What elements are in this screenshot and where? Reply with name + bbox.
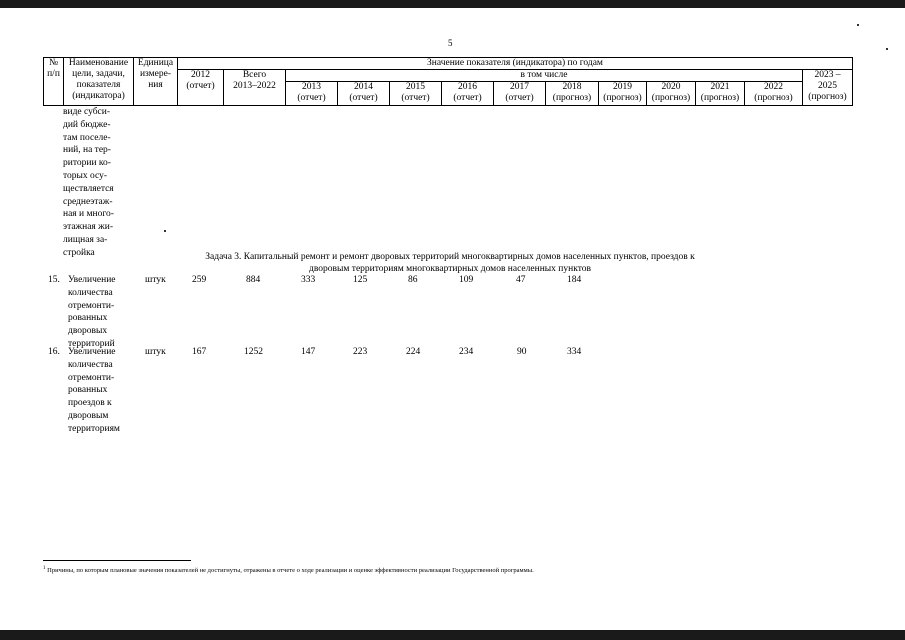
page-number: 5	[448, 38, 453, 48]
value-2017: 47	[516, 275, 526, 285]
top-border	[0, 0, 905, 8]
header-year: 2014 (отчет)	[338, 82, 390, 106]
header-year: 2020 (прогноз)	[647, 82, 696, 106]
row-name: Увеличение количества отремонти- рованных дворовых территорий	[68, 275, 116, 349]
header-year: 2016 (отчет)	[442, 82, 494, 106]
header-values-title: Значение показателя (индикатора) по годам	[178, 58, 853, 70]
value-2018: 184	[567, 275, 582, 285]
value-2015: 86	[408, 275, 418, 285]
row-unit: штук	[145, 347, 166, 357]
header-year: 2022 (прогноз)	[745, 82, 803, 106]
row-number: 16.	[48, 347, 60, 357]
continued-name-cell: виде субси- дий бюдже- там поселе- ний, на тер- ритории ко- торых осу- ществляется среднеэтаж- ная и много- этажная жи- лищная за- стройка	[63, 107, 114, 258]
header-year: 2015 (отчет)	[390, 82, 442, 106]
scan-speck	[857, 24, 859, 26]
value-2016: 234	[459, 347, 474, 357]
task-title: Задача 3. Капитальный ремонт и ремонт дворовых территорий многоквартирных домов населенных пунктов, проездов к дворовым территориям многоквартирных домов населенных пунктов	[205, 252, 695, 274]
value-2015: 224	[406, 347, 421, 357]
value-2014: 223	[353, 347, 368, 357]
scan-speck	[886, 48, 888, 50]
row-number: 15.	[48, 275, 60, 285]
header-year: 2018 (прогноз)	[546, 82, 599, 106]
header-name: Наименование цели, задачи, показателя (индикатора)	[64, 58, 134, 106]
header-2012: 2012 (отчет)	[178, 70, 224, 106]
header-incl: в том числе	[286, 70, 803, 82]
header-total: Всего 2013–2022	[224, 70, 286, 106]
header-table	[43, 57, 853, 106]
value-2014: 125	[353, 275, 368, 285]
footnote: $^1$ Причины, по которым плановые значения показателей не достигнуты, отражены в отчете о ходе реализации и оценке эффективности реализации Государственной программы.	[43, 566, 534, 575]
value-2017: 90	[517, 347, 527, 357]
header-year: 2017 (отчет)	[494, 82, 546, 106]
row-unit: штук	[145, 275, 166, 285]
scan-speck	[164, 230, 166, 232]
header-2023: 2023 – 2025 (прогноз)	[803, 70, 853, 106]
value-2013: 333	[301, 275, 316, 285]
footnote-separator	[43, 560, 191, 561]
value-2013: 147	[301, 347, 316, 357]
header-year: 2019 (прогноз)	[599, 82, 647, 106]
row-name: Увеличение количества отремонти- рованных проездов к дворовым территориям	[68, 347, 120, 434]
header-year: 2021 (прогноз)	[696, 82, 745, 106]
header-num: № п/п	[44, 58, 64, 106]
header-unit: Единица измере- ния	[134, 58, 178, 106]
value-2012: 259	[192, 275, 207, 285]
value-2018: 334	[567, 347, 582, 357]
value-2012: 167	[192, 347, 207, 357]
value-total: 884	[246, 275, 261, 285]
bottom-border	[0, 630, 905, 640]
value-total: 1252	[244, 347, 263, 357]
header-year: 2013 (отчет)	[286, 82, 338, 106]
value-2016: 109	[459, 275, 474, 285]
